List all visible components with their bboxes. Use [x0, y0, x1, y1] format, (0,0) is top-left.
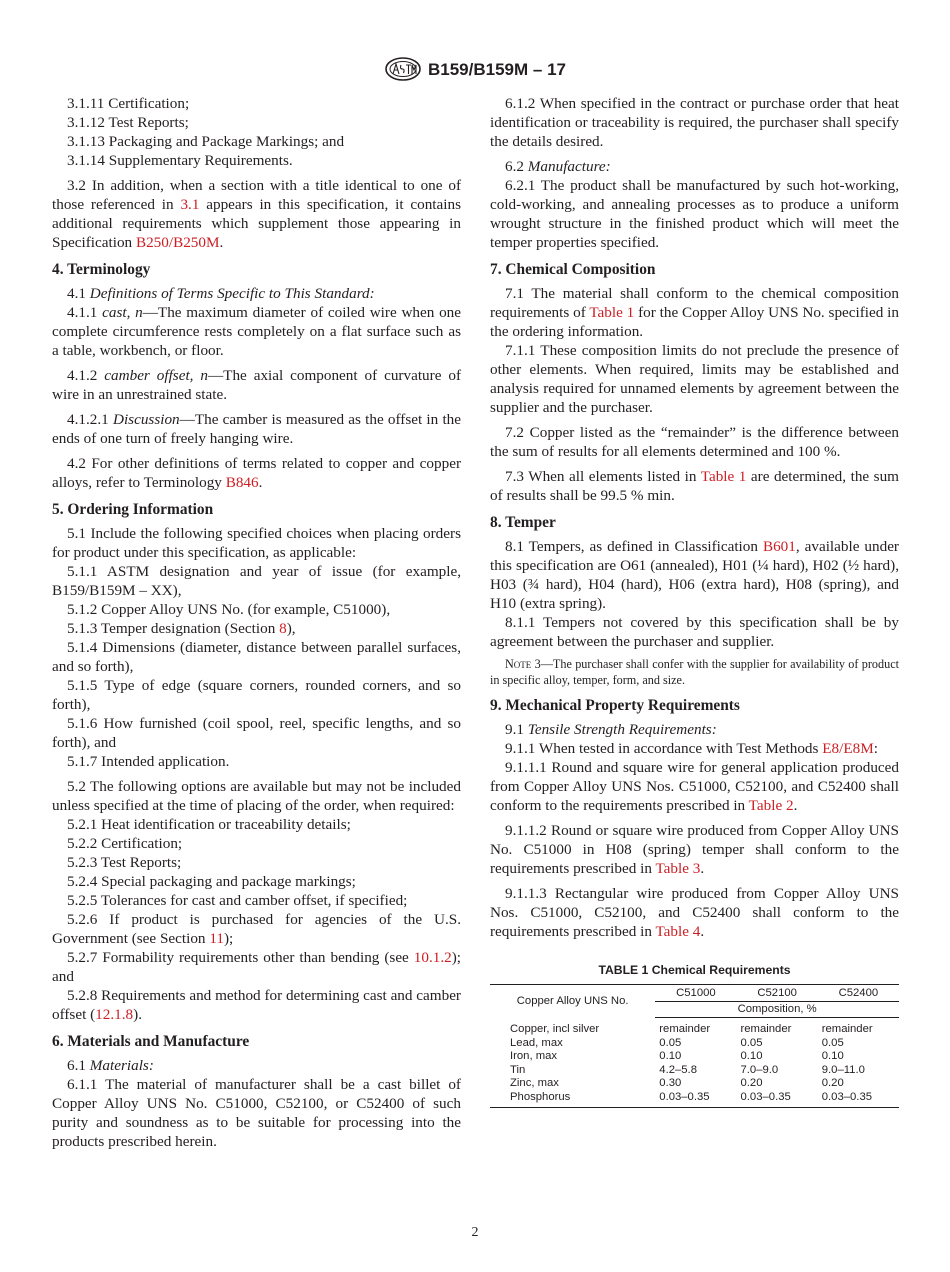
section-5-2-7: 5.2.7 Formability requirements other than bending (see 10.1.2); and — [52, 949, 461, 985]
table-col-header: C51000 — [655, 985, 736, 1002]
heading-mechanical-property: 9. Mechanical Property Requirements — [490, 697, 740, 714]
section-6-2-1: 6.2.1 The product shall be manufactured by such hot-working, cold-working, and annealing processes as to produce a uniform wrought structure in the finished product which will meet the temper properties specified. — [490, 177, 899, 251]
section-9-1-1: 9.1.1 When tested in accordance with Test Methods E8/E8M: — [505, 740, 878, 757]
link-10-1-2[interactable]: 10.1.2 — [413, 949, 452, 966]
section-3-1-12: 3.1.12 Test Reports; — [67, 114, 189, 131]
section-7-1-1: 7.1.1 These composition limits do not preclude the presence of other elements. When required, limits may be established and analysis required for unnamed elements by agreement between the supplier and the purchaser. — [490, 342, 899, 416]
section-8-1-1: 8.1.1 Tempers not covered by this specification shall be by agreement between the purchaser and supplier. — [490, 614, 899, 650]
section-5-2-2: 5.2.2 Certification; — [67, 835, 183, 852]
link-b846[interactable]: B846 — [225, 474, 259, 491]
right-column — [490, 94, 899, 1108]
section-6-1-1: 6.1.1 The material of manufacturer shall be a cast billet of Copper Alloy UNS No. C51000, C52100, or C52400 of such purity and soundness as to be suitable for processing into the products prescribed herein. — [52, 1076, 461, 1150]
heading-temper: 8. Temper — [490, 514, 556, 531]
link-12-1-8[interactable]: 12.1.8 — [95, 1006, 134, 1023]
section-4-2: 4.2 For other definitions of terms related to copper and copper alloys, refer to Terminology B846. — [52, 455, 461, 491]
section-5-1-7: 5.1.7 Intended application. — [67, 753, 230, 770]
standard-designation: B159/B159M – 17 — [428, 59, 566, 79]
section-5-1-1: 5.1.1 ASTM designation and year of issue (for example, B159/B159M – XX), — [52, 563, 461, 599]
page-header — [0, 57, 950, 81]
table-1-title: TABLE 1 Chemical Requirements — [598, 963, 791, 977]
table-row: Iron, max 0.10 0.10 0.10 — [510, 1050, 844, 1062]
link-b250[interactable]: B250/B250M — [135, 234, 220, 251]
section-5-2-1: 5.2.1 Heat identification or traceability details; — [67, 816, 351, 833]
link-section-8[interactable]: 8 — [279, 620, 287, 637]
table-1-chemical-requirements — [490, 984, 899, 1108]
table-row: Zinc, max 0.30 0.20 0.20 — [510, 1077, 844, 1089]
table-row: Tin 4.2–5.8 7.0–9.0 9.0–11.0 — [510, 1063, 865, 1076]
astm-logo-icon — [384, 57, 422, 81]
section-5-1-5: 5.1.5 Type of edge (square corners, rounded corners, and so forth), — [52, 677, 461, 713]
note-3: Note 3—The purchaser shall confer with the supplier for availability of product in specific alloy, temper, form, and size. — [490, 657, 899, 687]
section-5-1-2: 5.1.2 Copper Alloy UNS No. (for example, C51000), — [67, 601, 391, 618]
section-5-2-5: 5.2.5 Tolerances for cast and camber offset, if specified; — [67, 892, 408, 909]
section-4-1-2: 4.1.2 camber offset, n—The axial component of curvature of wire in an unrestrained state. — [52, 367, 462, 403]
section-4-1: 4.1 Definitions of Terms Specific to This Standard: — [67, 285, 375, 302]
heading-terminology: 4. Terminology — [52, 261, 151, 278]
section-3-2: 3.2 In addition, when a section with a title identical to one of those referenced in 3.1 appears in this specification, it contains additional requirements which supplement those appearing in Specification B250/B250M. — [52, 177, 461, 251]
section-3-1-13: 3.1.13 Packaging and Package Markings; and — [67, 133, 345, 150]
section-5-1-6: 5.1.6 How furnished (coil spool, reel, specific lengths, and so forth), and — [52, 715, 461, 751]
section-5-1: 5.1 Include the following specified choices when placing orders for product under this specification, as applicable: — [52, 525, 461, 561]
heading-ordering-information: 5. Ordering Information — [52, 501, 214, 518]
section-3-1-11: 3.1.11 Certification; — [67, 95, 190, 112]
section-5-2-3: 5.2.3 Test Reports; — [67, 854, 182, 871]
page-number: 2 — [471, 1225, 479, 1240]
link-section-11[interactable]: 11 — [209, 930, 224, 947]
table-row: Lead, max 0.05 0.05 0.05 — [510, 1036, 844, 1049]
table-row-header: Copper Alloy UNS No. — [490, 985, 655, 1018]
section-5-1-3: 5.1.3 Temper designation (Section 8), — [67, 620, 296, 637]
section-6-1: 6.1 Materials: — [67, 1057, 154, 1074]
link-table-2[interactable]: Table 2 — [748, 797, 794, 814]
table-row: Phosphorus 0.03–0.35 0.03–0.35 0.03–0.35 — [490, 1091, 899, 1108]
section-5-2-4: 5.2.4 Special packaging and package markings; — [67, 873, 356, 890]
table-col-header: C52400 — [818, 985, 899, 1002]
link-table-3[interactable]: Table 3 — [655, 860, 701, 877]
table-subheader: Composition, % — [655, 1001, 899, 1018]
section-3-1-14: 3.1.14 Supplementary Requirements. — [67, 152, 293, 169]
link-table-1[interactable]: Table 1 — [589, 304, 635, 321]
section-4-1-1: 4.1.1 cast, n—The maximum diameter of coiled wire when one complete circumference rests completely on a flat surface such as a table, workbench, or floor. — [52, 304, 462, 359]
section-5-2: 5.2 The following options are available but may not be included unless specified at the time of placing of the order, when required: — [52, 778, 461, 814]
link-b601[interactable]: B601 — [762, 538, 796, 555]
heading-materials-manufacture: 6. Materials and Manufacture — [52, 1033, 250, 1050]
left-column — [52, 94, 461, 1157]
section-6-2: 6.2 Manufacture: — [505, 158, 611, 175]
section-9-1-1-1: 9.1.1.1 Round and square wire for general application produced from Copper Alloy UNS Nos. C51000, C52100, and C52400 shall conform to the requirements prescribed in Table 2. — [490, 759, 899, 814]
section-5-2-6: 5.2.6 If product is purchased for agencies of the U.S. Government (see Section 11); — [52, 911, 461, 947]
section-5-2-8: 5.2.8 Requirements and method for determining cast and camber offset (12.1.8). — [52, 987, 461, 1023]
section-9-1: 9.1 Tensile Strength Requirements: — [505, 721, 717, 738]
table-col-header: C52100 — [737, 985, 818, 1002]
link-table-1-b[interactable]: Table 1 — [700, 468, 747, 485]
link-table-4[interactable]: Table 4 — [655, 923, 701, 940]
section-7-1: 7.1 The material shall conform to the chemical composition requirements of Table 1 for the Copper Alloy UNS No. specified in the ordering information. — [490, 285, 899, 340]
link-e8[interactable]: E8/E8M — [822, 740, 874, 757]
section-4-1-2-1: 4.1.2.1 Discussion—The camber is measured as the offset in the ends of one turn of freely hanging wire. — [52, 411, 462, 447]
link-3-1[interactable]: 3.1 — [180, 196, 200, 213]
section-9-1-1-2: 9.1.1.2 Round or square wire produced from Copper Alloy UNS No. C51000 in H08 (spring) temper shall conform to the requirements prescribed in Table 3. — [490, 822, 899, 877]
section-6-1-2: 6.1.2 When specified in the contract or purchase order that heat identification or traceability is required, the purchaser shall specify the details desired. — [490, 95, 899, 150]
section-9-1-1-3: 9.1.1.3 Rectangular wire produced from Copper Alloy UNS Nos. C51000, C52100, and C52400 shall conform to the requirements prescribed in Table 4. — [490, 885, 899, 940]
section-8-1: 8.1 Tempers, as defined in Classification B601, available under this specification are O61 (annealed), H01 (¼ hard), H02 (½ hard), H03 (¾ hard), H04 (hard), H06 (extra hard), H08 (spring), and H10 (extra spring). — [490, 538, 899, 612]
heading-chemical-composition: 7. Chemical Composition — [490, 261, 656, 278]
section-7-2: 7.2 Copper listed as the “remainder” is the difference between the sum of results for all elements determined and 100 %. — [490, 424, 899, 460]
section-5-1-4: 5.1.4 Dimensions (diameter, distance between parallel surfaces, and so forth), — [52, 639, 461, 675]
section-7-3: 7.3 When all elements listed in Table 1 are determined, the sum of results shall be 99.5 % min. — [490, 468, 899, 504]
table-row: Copper, incl silver remainder remainder remainder — [510, 1022, 873, 1035]
